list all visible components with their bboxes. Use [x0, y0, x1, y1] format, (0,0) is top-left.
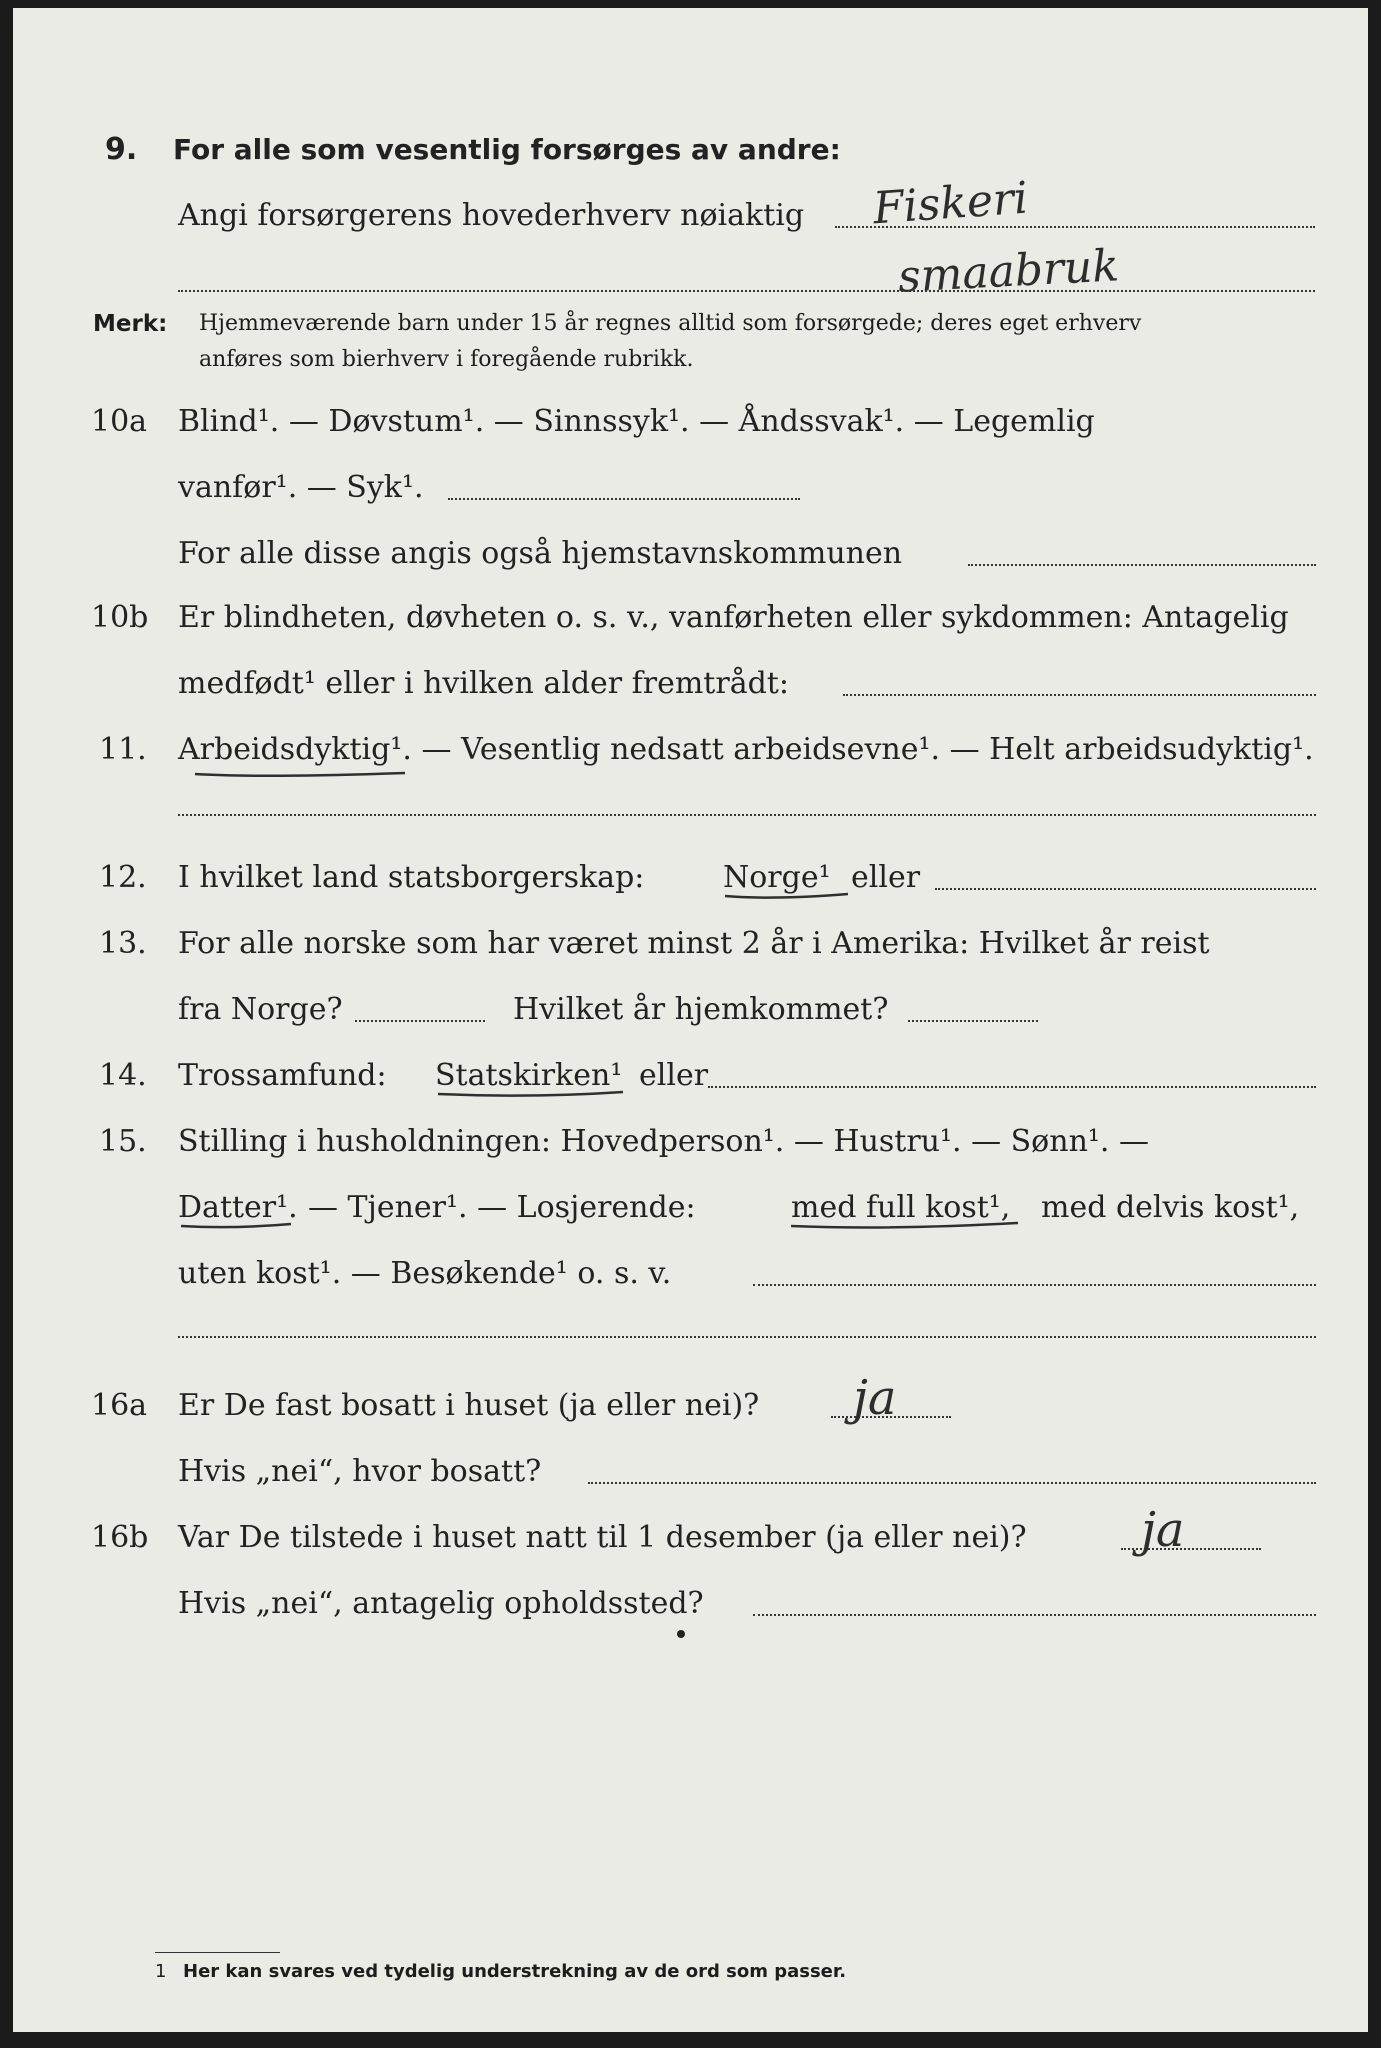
- q9-handwritten-answer-2: smaabruk: [896, 240, 1121, 303]
- merk-line1: Hjemmeværende barn under 15 år regnes alltid som forsørgede; deres eget erhverv: [199, 311, 1142, 336]
- q15-number: 15.: [99, 1124, 147, 1159]
- q16b-number: 16b: [91, 1520, 149, 1555]
- q16b-handwritten-answer: ja: [1141, 1502, 1185, 1558]
- q9-number: 9.: [105, 132, 138, 167]
- q14-statskirken: Statskirken¹: [435, 1058, 623, 1093]
- q15-datter: Datter¹.: [178, 1190, 298, 1225]
- q15-line3: uten kost¹. — Besøkende¹ o. s. v.: [178, 1256, 672, 1291]
- q13-number: 13.: [99, 926, 147, 961]
- q15-line2-end: med delvis kost¹,: [1041, 1190, 1300, 1225]
- q9-line1: For alle som vesentlig forsørges av andre:: [173, 133, 841, 166]
- q10a-line1: Blind¹. — Døvstum¹. — Sinnssyk¹. — Åndssvak¹. — Legemlig: [178, 404, 1095, 439]
- q10a-line2: vanfør¹. — Syk¹.: [178, 470, 424, 505]
- underline-datter: [181, 1224, 291, 1227]
- q10a-line3: For alle disse angis også hjemstavnskommunen: [178, 536, 903, 571]
- underline-norge: [725, 894, 848, 898]
- footnote-text: Her kan svares ved tydelig understrekning av de ord som passer.: [183, 1961, 847, 1982]
- q15-line1: Stilling i husholdningen: Hovedperson¹. — Hustru¹. — Sønn¹. —: [178, 1124, 1149, 1159]
- q12-suffix: eller: [851, 860, 921, 895]
- q14-prefix: Trossamfund:: [178, 1058, 387, 1093]
- q9-line2: Angi forsørgerens hovederhverv nøiaktig: [178, 198, 805, 233]
- q12-prefix: I hvilket land statsborgerskap:: [178, 860, 645, 895]
- q16a-line1: Er De fast bosatt i huset (ja eller nei)?: [178, 1388, 760, 1423]
- merk-line2: anføres som bierhverv i foregående rubrikk.: [199, 347, 694, 372]
- q13-line1: For alle norske som har været minst 2 år i Amerika: Hvilket år reist: [178, 926, 1210, 961]
- q14-number: 14.: [99, 1058, 147, 1093]
- q15-fullkost: med full kost¹,: [791, 1190, 1011, 1225]
- q16b-line2: Hvis „nei“, antagelig opholdssted?: [178, 1586, 704, 1621]
- q11-line1: Arbeidsdyktig¹. — Vesentlig nedsatt arbeidsevne¹. — Helt arbeidsudyktig¹.: [178, 732, 1314, 767]
- q11-number: 11.: [99, 732, 147, 767]
- q13-line2a: fra Norge?: [178, 992, 343, 1027]
- underline-marks: [13, 8, 1368, 2032]
- q12-norge: Norge¹: [723, 860, 831, 895]
- merk-label: Merk:: [93, 311, 168, 337]
- underline-arbeidsdyktig: [195, 773, 405, 776]
- q10a-number: 10a: [91, 404, 148, 439]
- underline-full-kost: [791, 1223, 1018, 1227]
- q13-line2b: Hvilket år hjemkommet?: [513, 992, 889, 1027]
- q14-suffix: eller: [639, 1058, 709, 1093]
- q16a-handwritten-answer: ja: [853, 1370, 897, 1426]
- ink-dot: [677, 1630, 685, 1638]
- q10b-line1: Er blindheten, døvheten o. s. v., vanførheten eller sykdommen: Antagelig: [178, 600, 1289, 635]
- q10b-number: 10b: [91, 600, 149, 635]
- q16a-line2: Hvis „nei“, hvor bosatt?: [178, 1454, 542, 1489]
- underline-statskirken: [438, 1092, 623, 1096]
- census-form-page: [13, 8, 1368, 2032]
- q16a-number: 16a: [91, 1388, 148, 1423]
- q9-handwritten-answer-1: Fiskeri: [871, 172, 1030, 235]
- q16b-line1: Var De tilstede i huset natt til 1 desember (ja eller nei)?: [178, 1520, 1027, 1555]
- q15-line2-mid: — Tjener¹. — Losjerende:: [308, 1190, 696, 1225]
- q12-number: 12.: [99, 860, 147, 895]
- footnote-marker: 1: [155, 1961, 167, 1982]
- q10b-line2: medfødt¹ eller i hvilken alder fremtrådt:: [178, 666, 789, 701]
